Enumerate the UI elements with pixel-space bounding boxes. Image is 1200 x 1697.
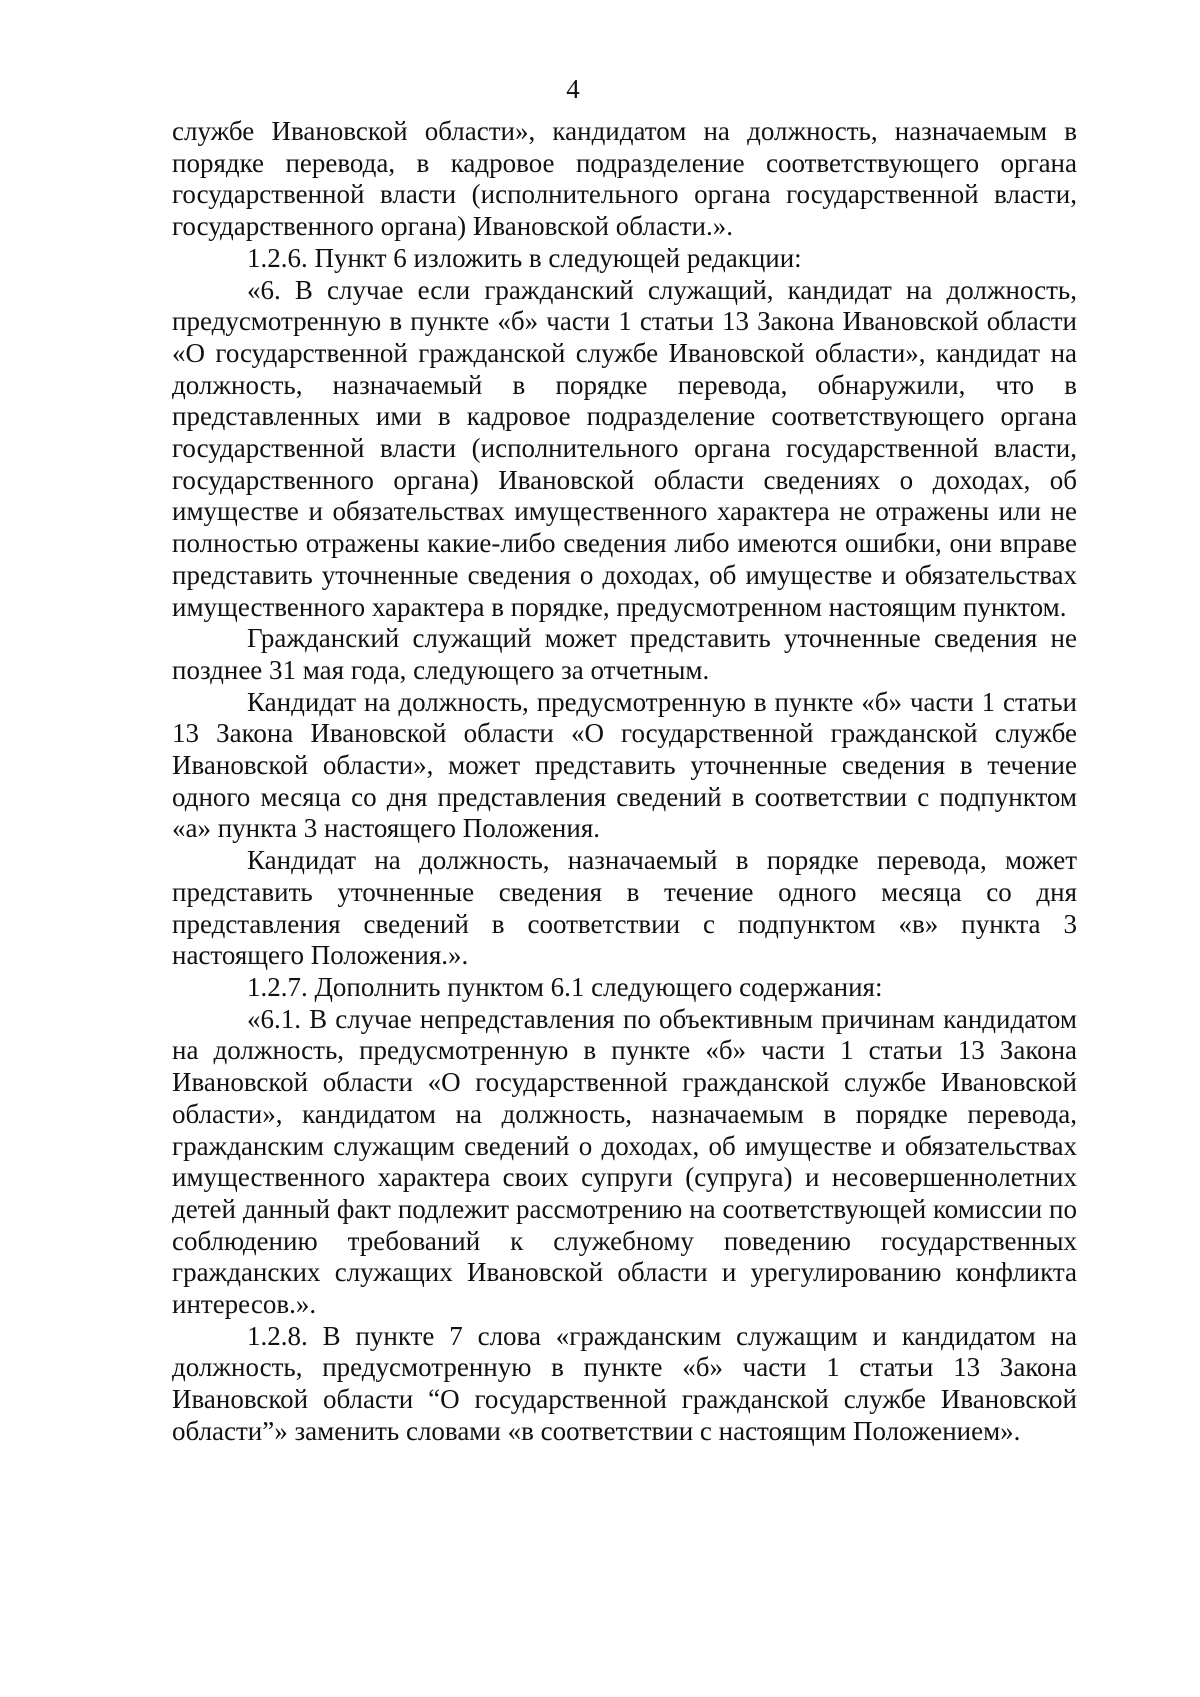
paragraph-item-1-2-7: 1.2.7. Дополнить пунктом 6.1 следующего содержания: (247, 971, 883, 1002)
paragraph-point-6-1: «6.1. В случае непредставления по объективным причинам кандидатом на должность, предусмотренную в пункте «б» части 1 статьи 13 Закона Ивановской области «О государственной гражданской службе Ивановской области», кандидатом на должность, назначаемым в порядке перевода, гражданским служащим сведений о доходах, об имуществе и обязательствах имущественного характера своих супруги (супруга) и несовершеннолетних детей данный факт подлежит рассмотрению на соответствующей комиссии по соблюдению требований к служебному поведению государственных гражданских служащих Ивановской области и урегулированию конфликта интересов.». (172, 1003, 1077, 1320)
page-number: 4 (566, 74, 580, 104)
document-body (172, 116, 1077, 1448)
paragraph-candidate-deadline: Кандидат на должность, предусмотренную в пункте «б» части 1 статьи 13 Закона Ивановской области «О государственной гражданской службе Ивановской области», может представить уточненные сведения в течение одного месяца со дня представления сведений в соответствии с подпунктом «а» пункта 3 настоящего Положения. (172, 686, 1077, 844)
paragraph-item-1-2-6: 1.2.6. Пункт 6 изложить в следующей редакции: (247, 242, 802, 273)
paragraph-civil-servant-deadline: Гражданский служащий может представить уточненные сведения не позднее 31 мая года, следующего за отчетным. (172, 623, 1077, 685)
paragraph-item-1-2-8: 1.2.8. В пункте 7 слова «гражданским служащим и кандидатом на должность, предусмотренную в пункте «б» части 1 статьи 13 Закона Ивановской области “О государственной гражданской службе Ивановской области”» заменить словами «в соответствии с настоящим Положением». (172, 1320, 1077, 1446)
paragraph-point-6: «6. В случае если гражданский служащий, кандидат на должность, предусмотренную в пункте «б» части 1 статьи 13 Закона Ивановской области «О государственной гражданской службе Ивановской области», кандидат на должность, назначаемый в порядке перевода, обнаружили, что в представленных ими в кадровое подразделение соответствующего органа государственной власти (исполнительного органа государственной власти, государственного органа) Ивановской области сведениях о доходах, об имуществе и обязательствах имущественного характера не отражены или не полностью отражены какие-либо сведения либо имеются ошибки, они вправе представить уточненные сведения о доходах, об имуществе и обязательствах имущественного характера в порядке, предусмотренном настоящим пунктом. (172, 274, 1077, 622)
paragraph-continuation: службе Ивановской области», кандидатом на должность, назначаемым в порядке перевода, в кадровое подразделение соответствующего органа государственной власти (исполнительного органа государственной власти, государственного органа) Ивановской области.». (172, 116, 1077, 242)
paragraph-transfer-candidate-deadline: Кандидат на должность, назначаемый в порядке перевода, может представить уточненные сведения в течение одного месяца со дня представления сведений в соответствии с подпунктом «в» пункта 3 настоящего Положения.». (172, 845, 1077, 971)
